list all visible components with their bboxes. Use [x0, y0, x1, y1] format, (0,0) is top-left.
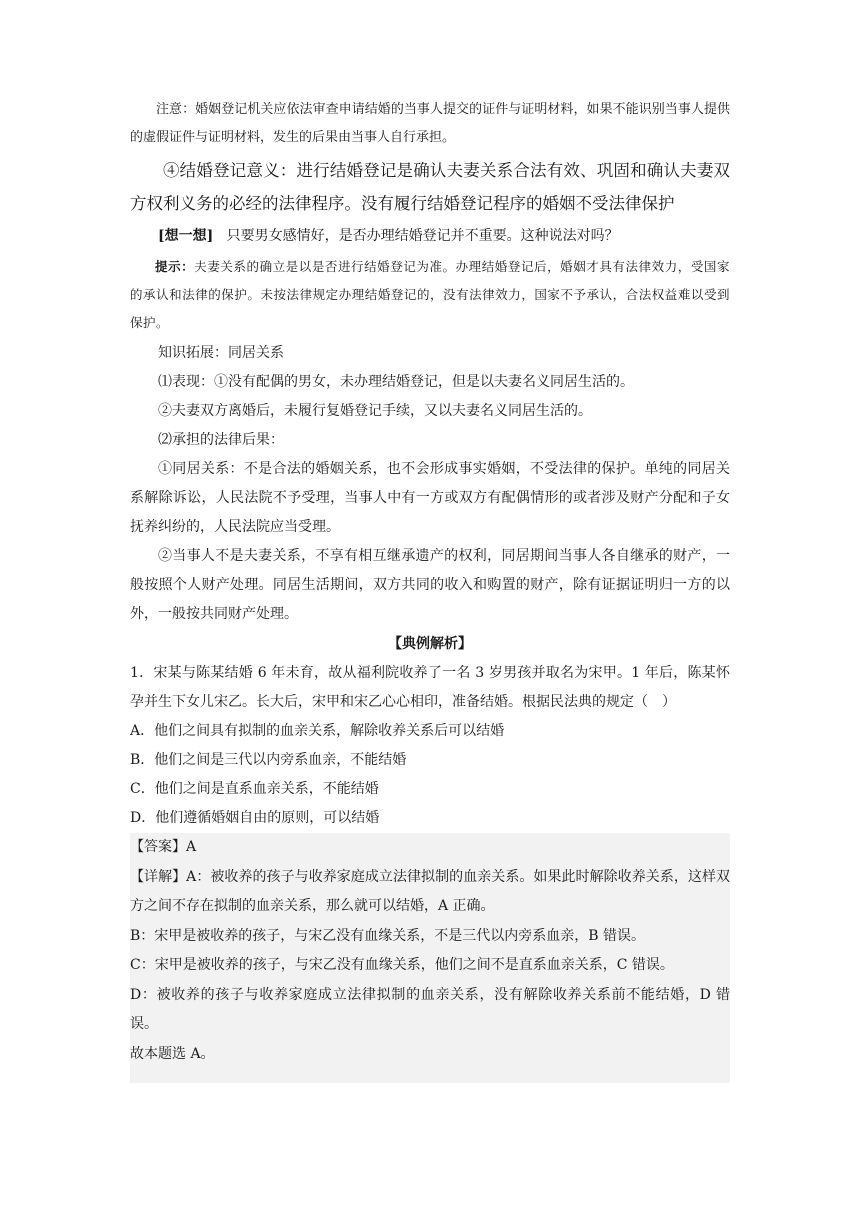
detail-line: 故本题选 A。 — [130, 1045, 215, 1062]
extension-item: ②夫妻双方离婚后，未履行复婚登记手续，又以夫妻名义同居生活的。 — [158, 403, 592, 419]
document-page — [130, 96, 730, 1083]
think-paragraph — [130, 222, 730, 251]
example-question: 1．宋某与陈某结婚 6 年未育，故从福利院收养了一名 3 岁男孩并取名为宋甲。1 年后，陈某怀孕并生下女儿宋乙。长大后，宋甲和宋乙心心相印，准备结婚。根据民法典的规定（ ） — [130, 665, 730, 710]
detail-line: C：宋甲是被收养的孩子，与宋乙没有血缘关系，他们之间不是直系血亲关系，C 错误。 — [130, 957, 674, 973]
note-paragraph: 注意：婚姻登记机关应依法审查申请结婚的当事人提交的证件与证明材料，如果不能识别当事人提供的虚假证件与证明材料，发生的后果由当事人自行承担。 — [130, 102, 730, 145]
think-question: 只要男女感情好，是否办理结婚登记并不重要。这种说法对吗？ — [226, 228, 619, 244]
option-b: B．他们之间是三代以内旁系血亲，不能结婚 — [130, 752, 407, 768]
extension-item: ⑴表现：①没有配偶的男女，未办理结婚登记，但是以夫妻名义同居生活的。 — [158, 374, 634, 390]
detail-line: B：宋甲是被收养的孩子，与宋乙没有血缘关系，不是三代以内旁系血亲，B 错误。 — [130, 927, 646, 944]
option-c: C．他们之间是直系血亲关系，不能结婚 — [130, 781, 379, 797]
hint-paragraph — [130, 253, 730, 337]
option-a: A．他们之间具有拟制的血亲关系，解除收养关系后可以结婚 — [130, 723, 505, 739]
option-d: D．他们遵循婚姻自由的原则，可以结婚 — [130, 810, 380, 826]
answer-box — [130, 833, 730, 1083]
hint-text: 夫妻关系的确立是以是否进行结婚登记为准。办理结婚登记后，婚姻才具有法律效力，受国家的承认和法律的保护。未按法律规定办理结婚登记的，没有法律效力，国家不予承认，合法权益难以受到保护。 — [130, 259, 730, 330]
extension-item: ⑵承担的法律后果： — [158, 432, 284, 448]
extension-title: 知识拓展：同居关系 — [158, 345, 284, 361]
extension-item: ②当事人不是夫妻关系，不享有相互继承遗产的权利，同居期间当事人各自继承的财产，一般按照个人财产处理。同居生活期间，双方共同的收入和购置的财产，除有证据证明归一方的以外，一般按共同财产处理。 — [130, 548, 730, 622]
answer-line: 【答案】A — [130, 839, 197, 855]
think-label: [想一想] — [158, 228, 214, 244]
significance-paragraph: ④结婚登记意义：进行结婚登记是确认夫妻关系合法有效、巩固和确认夫妻双方权利义务的必经的法律程序。没有履行结婚登记程序的婚姻不受法律保护 — [130, 161, 730, 213]
detail-line: D：被收养的孩子与收养家庭成立法律拟制的血亲关系，没有解除收养关系前不能结婚，D 错误。 — [130, 986, 730, 1032]
detail-line: 【详解】A：被收养的孩子与收养家庭成立法律拟制的血亲关系。如果此时解除收养关系，这样双方之间不存在拟制的血亲关系，那么就可以结婚，A 正确。 — [130, 868, 730, 914]
extension-item: ①同居关系：不是合法的婚姻关系，也不会形成事实婚姻，不受法律的保护。单纯的同居关系解除诉讼，人民法院不予受理，当事人中有一方或双方有配偶情形的或者涉及财产分配和子女抚养纠纷的，人民法院应当受理。 — [130, 461, 730, 535]
hint-label: 提示： — [155, 259, 195, 274]
example-section-title: 【典例解析】 — [388, 636, 472, 652]
